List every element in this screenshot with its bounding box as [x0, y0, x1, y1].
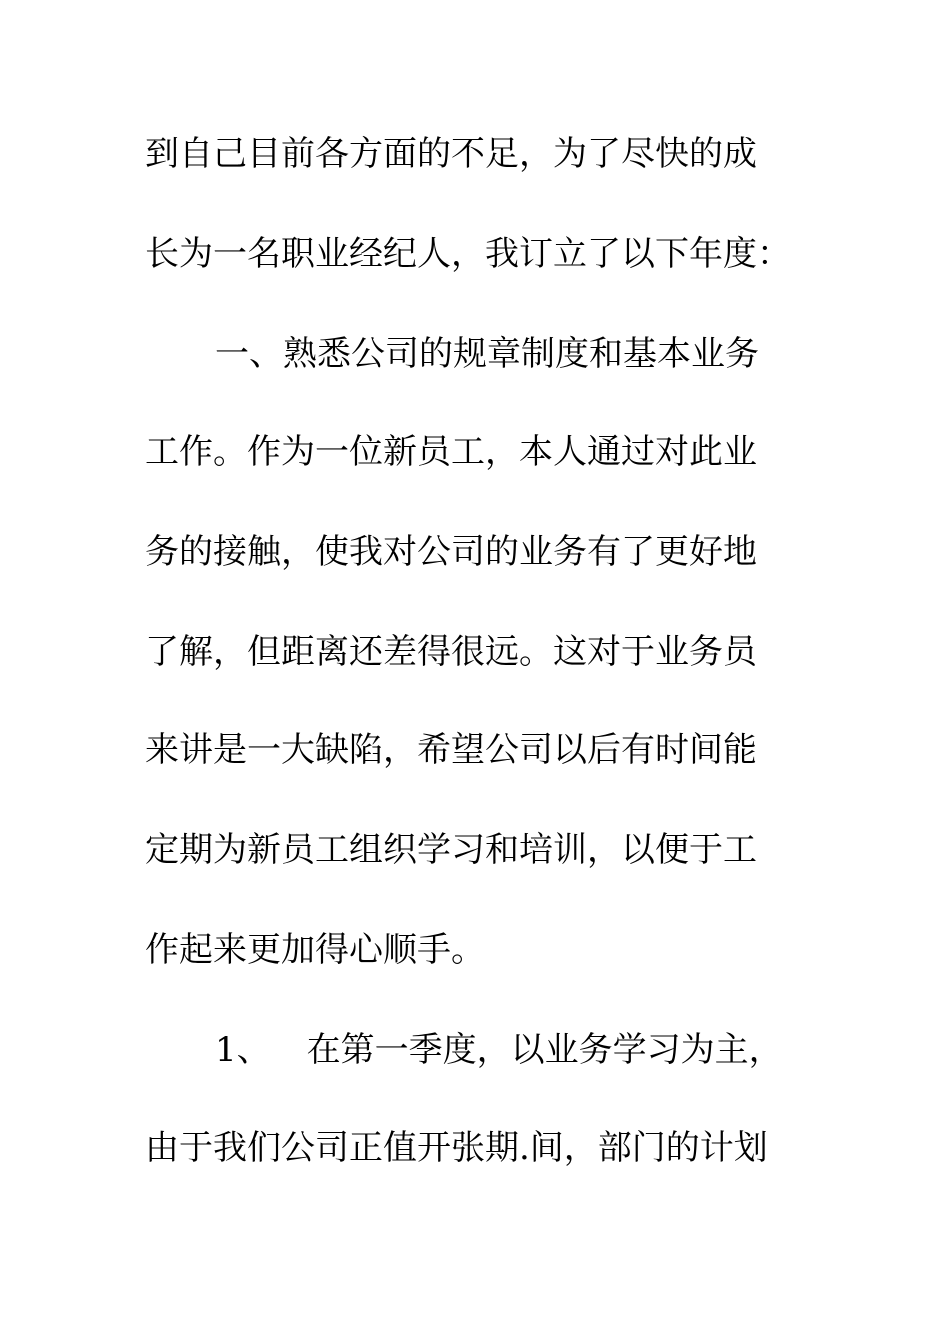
section-heading-line: 一、熟悉公司的规章制度和基本业务	[215, 334, 759, 374]
body-text-line: 作起来更加得心顺手。	[145, 930, 485, 970]
item-text: 在第一季度，以业务学习为主，	[306, 1030, 783, 1070]
body-text-line: 了解，但距离还差得很远。这对于业务员	[145, 632, 757, 672]
item-number: 1、	[215, 1030, 271, 1070]
body-text-line: 由于我们公司正值开张期.间，部门的计划	[145, 1128, 768, 1168]
numbered-item-line	[215, 1030, 783, 1070]
body-text-line: 长为一名职业经纪人，我订立了以下年度：	[145, 234, 791, 274]
body-text-line: 工作。作为一位新员工，本人通过对此业	[145, 432, 757, 472]
body-text-line: 到自己目前各方面的不足，为了尽快的成	[145, 134, 757, 174]
body-text-line: 来讲是一大缺陷，希望公司以后有时间能	[145, 730, 757, 770]
body-text-line: 定期为新员工组织学习和培训，以便于工	[145, 830, 757, 870]
body-text-line: 务的接触，使我对公司的业务有了更好地	[145, 532, 757, 572]
